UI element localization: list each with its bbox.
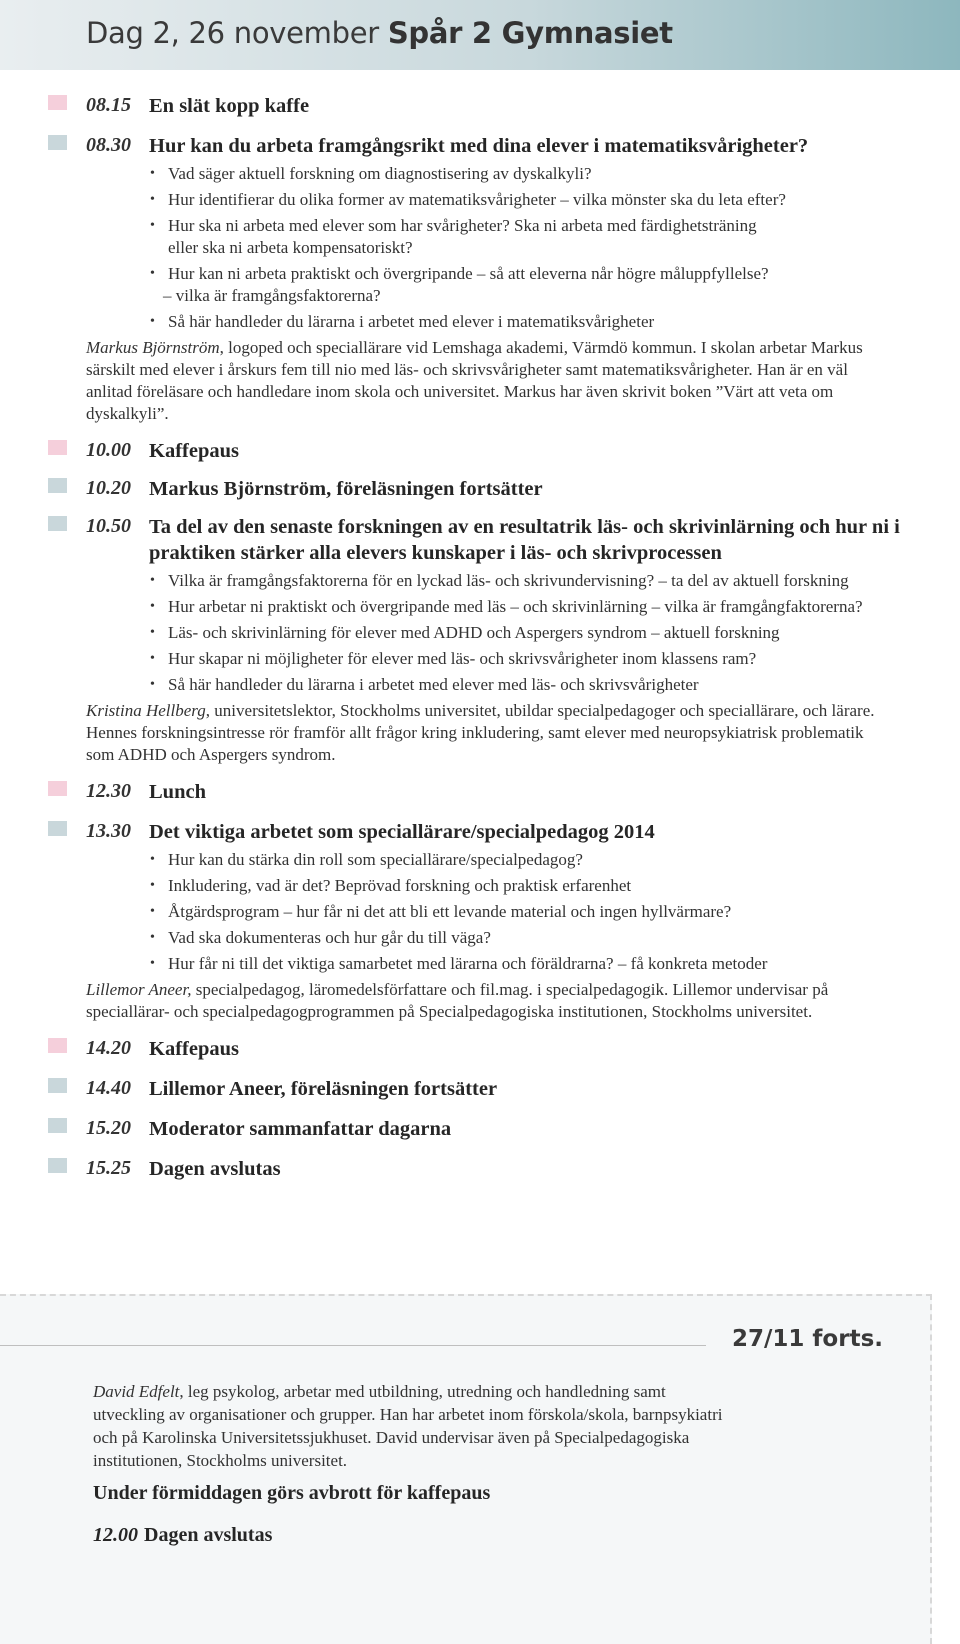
bullet-line: Hur ska ni arbeta med elever som har svårigheter? Ska ni arbeta med färdighetsträning xyxy=(168,216,757,235)
speaker-description: , universitetslektor, Stockholms universitet, ubildar specialpedagoger och speciallärare, och lärare. Hennes forskningsintresse rör framför allt frågor kring inkludering, samt elever med neuropsykiatrisk problematik som ADHD och Aspergers syndrom. xyxy=(86,701,875,764)
speaker-name: Lillemor Aneer, xyxy=(86,980,192,999)
speaker-name: Kristina Hellberg xyxy=(86,701,206,720)
agenda-time: 15.25 xyxy=(86,1157,131,1179)
agenda-time: 10.00 xyxy=(86,439,131,461)
agenda-time: 12.00 xyxy=(93,1524,138,1546)
agenda-title: En slät kopp kaffe xyxy=(149,95,310,117)
bullet-item: • Hur identifierar du olika former av matematiksvårigheter – vilka mönster ska du leta efter? xyxy=(150,189,960,211)
agenda-time: 13.30 xyxy=(86,820,131,842)
break-marker xyxy=(48,440,67,455)
agenda-item xyxy=(0,1149,960,1189)
speaker-name: David Edfelt xyxy=(93,1382,180,1401)
session-marker xyxy=(48,135,67,150)
divider xyxy=(0,1345,706,1346)
agenda-title: Lillemor Aneer, föreläsningen fortsätter xyxy=(149,1078,498,1100)
session-marker xyxy=(48,516,67,531)
agenda-end xyxy=(93,1524,272,1547)
header-prefix: Dag 2, 26 november xyxy=(86,16,388,50)
break-marker xyxy=(48,781,67,796)
agenda-item xyxy=(0,1109,960,1149)
agenda-time: 14.40 xyxy=(86,1077,131,1099)
bullet-item: • Vilka är framgångsfaktorerna för en lyckad läs- och skrivundervisning? – ta del av aktuell forskning xyxy=(150,570,960,592)
break-marker xyxy=(48,1038,67,1053)
agenda-item xyxy=(0,772,960,812)
continuation-label: 27/11 forts. xyxy=(732,1326,883,1352)
bullet-item: • Hur får ni till det viktiga samarbetet med lärarna och föräldrarna? – få konkreta metoder xyxy=(150,953,960,975)
bullet-item: • Så här handleder du lärarna i arbetet med elever i matematiksvårigheter xyxy=(150,311,960,333)
agenda-bullets xyxy=(0,570,960,696)
agenda-item xyxy=(0,812,960,1023)
bullet-item: • Hur arbetar ni praktiskt och övergripande med läs – och skrivinlärning – vilka är framgångfaktorerna? xyxy=(150,596,960,618)
session-marker xyxy=(48,821,67,836)
agenda-item xyxy=(0,86,960,126)
header-track: Spår 2 Gymnasiet xyxy=(387,16,673,50)
speaker-name: Markus Björnström xyxy=(86,338,220,357)
agenda xyxy=(0,86,960,1189)
bullet-line: eller ska ni arbeta kompensatoriskt? xyxy=(168,238,413,257)
agenda-item xyxy=(0,1029,960,1069)
page-title xyxy=(86,16,673,50)
bullet-item: • Inkludering, vad är det? Beprövad forskning och praktisk erfarenhet xyxy=(150,875,960,897)
bullet-item: • Vad ska dokumenteras och hur går du till väga? xyxy=(150,927,960,949)
agenda-title: Markus Björnström, föreläsningen fortsätter xyxy=(149,478,543,500)
agenda-item xyxy=(0,507,960,766)
bullet-item: • Hur kan du stärka din roll som speciallärare/specialpedagog? xyxy=(150,849,960,871)
speaker-description: , leg psykolog, arbetar med utbildning, utredning och handledning samt utveckling av organisationer och grupper. Han har arbetet inom förskola/skola, barnpsykiatri och på Karolinska Universitetssjukhuset. David undervisar även på Specialpedagogiska institutionen, Stockholms universitet. xyxy=(93,1382,723,1470)
agenda-title: Dagen avslutas xyxy=(149,1158,281,1180)
agenda-time: 12.30 xyxy=(86,780,131,802)
continuation-box xyxy=(0,1294,932,1644)
agenda-title: Moderator sammanfattar dagarna xyxy=(149,1118,452,1140)
speaker-bio xyxy=(86,979,876,1023)
bullet-line: – vilka är framgångsfaktorerna? xyxy=(163,286,381,305)
break-marker xyxy=(48,95,67,110)
agenda-time: 08.30 xyxy=(86,134,131,156)
agenda-bullets xyxy=(0,163,960,333)
agenda-bullets xyxy=(0,849,960,975)
bullet-item xyxy=(150,215,960,259)
bullet-item: • Vad säger aktuell forskning om diagnostisering av dyskalkyli? xyxy=(150,163,960,185)
bullet-line: Hur kan ni arbeta praktiskt och övergripande – så att eleverna når högre måluppfyllelse? xyxy=(168,264,769,283)
speaker-bio xyxy=(86,700,876,766)
agenda-title: Lunch xyxy=(149,781,206,803)
speaker-description: , logoped och speciallärare vid Lemshaga akademi, Värmdö kommun. I skolan arbetar Markus särskilt med elever i årskurs fem till nio med läs- och skrivsvårigheter samt matematiksvårigheter. Han är en väl anlitad föreläsare och handledare inom skola och universitet. Markus har även skrivit boken ”Värt att veta om dyskalkyli”. xyxy=(86,338,863,423)
agenda-title: Hur kan du arbeta framgångsrikt med dina elever i matematiksvårigheter? xyxy=(149,135,809,157)
bullet-item: • Så här handleder du lärarna i arbetet med elever med läs- och skrivsvårigheter xyxy=(150,674,960,696)
page-header xyxy=(0,0,960,70)
bullet-item: • Åtgärdsprogram – hur får ni det att bli ett levande material och ingen hyllvärmare? xyxy=(150,901,960,923)
break-note: Under förmiddagen görs avbrott för kaffepaus xyxy=(93,1482,491,1504)
session-marker xyxy=(48,1078,67,1093)
speaker-bio xyxy=(86,337,876,425)
session-marker xyxy=(48,1158,67,1173)
bullet-item xyxy=(150,263,960,307)
agenda-time: 10.20 xyxy=(86,477,131,499)
agenda-item xyxy=(0,469,960,507)
agenda-title: Kaffepaus xyxy=(149,1038,239,1060)
bullet-item: • Hur skapar ni möjligheter för elever med läs- och skrivsvårigheter inom klassens ram? xyxy=(150,648,960,670)
session-marker xyxy=(48,478,67,493)
agenda-title: Kaffepaus xyxy=(149,440,239,462)
bullet-item: • Läs- och skrivinlärning för elever med ADHD och Aspergers syndrom – aktuell forskning xyxy=(150,622,960,644)
agenda-title: Dagen avslutas xyxy=(144,1524,273,1546)
agenda-time: 14.20 xyxy=(86,1037,131,1059)
agenda-time: 15.20 xyxy=(86,1117,131,1139)
agenda-title: Ta del av den senaste forskningen av en resultatrik läs- och skrivinlärning och hur ni i praktiken stärker alla elevers kunskaper i läs- och skrivprocessen xyxy=(149,516,900,564)
speaker-description: specialpedagog, läromedelsförfattare och fil.mag. i specialpedagogik. Lillemor undervisar på speciallärar- och specialpedagogprogrammen på Specialpedagogiska institutionen, Stockholms universitet. xyxy=(86,980,829,1021)
agenda-item xyxy=(0,126,960,425)
agenda-time: 08.15 xyxy=(86,94,131,116)
agenda-item xyxy=(0,431,960,469)
session-marker xyxy=(48,1118,67,1133)
agenda-item xyxy=(0,1069,960,1109)
agenda-title: Det viktiga arbetet som speciallärare/specialpedagog 2014 xyxy=(149,821,655,843)
speaker-bio xyxy=(93,1380,723,1472)
agenda-time: 10.50 xyxy=(86,515,131,537)
